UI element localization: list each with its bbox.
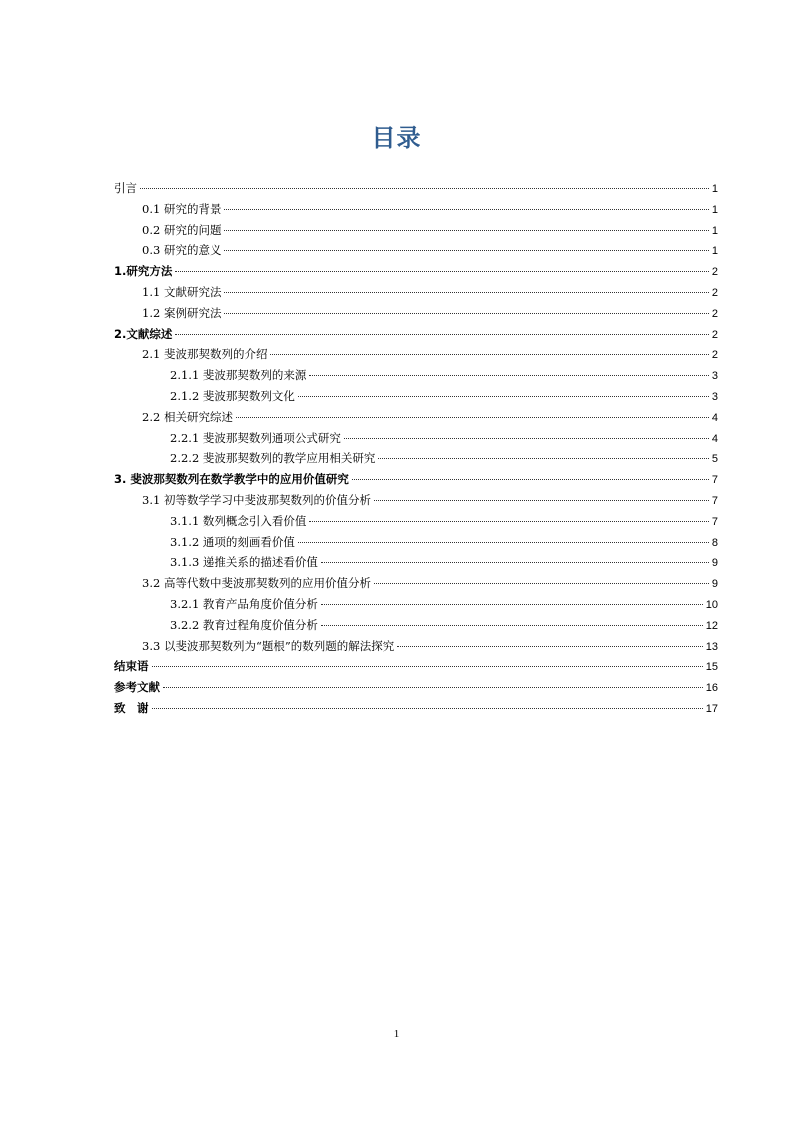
dot-leader [321,604,703,605]
toc-entry[interactable] [114,573,718,594]
toc-entry[interactable] [114,656,718,677]
toc-entry[interactable] [114,303,718,324]
dot-leader [378,458,708,459]
toc-entry[interactable] [114,240,718,261]
toc-entry-label: 2.1.1 斐波那契数列的来源 [170,368,307,383]
toc-entry-page: 9 [711,578,718,591]
toc-entry-label: 2.2.1 斐波那契数列通项公式研究 [170,430,341,445]
toc-entry-page: 3 [711,370,718,383]
toc-entry-label: 3.1.1 数列概念引入看价值 [170,513,307,528]
toc-entry-label: 0.2 研究的问题 [142,222,222,237]
dot-leader [224,209,708,210]
toc-entry[interactable] [114,261,718,282]
toc-entry-label: 结束语 [114,659,149,674]
dot-leader [298,396,709,397]
dot-leader [270,354,708,355]
toc-entry-page: 2 [711,349,718,362]
toc-entry-label: 1.2 案例研究法 [142,305,222,320]
dot-leader [175,271,709,272]
toc-entry[interactable] [114,428,718,449]
toc-entry[interactable] [114,344,718,365]
toc-entry-page: 4 [711,432,718,445]
dot-leader [344,438,709,439]
toc-entry[interactable] [114,552,718,573]
toc-entry[interactable] [114,636,718,657]
toc-entry-page: 2 [711,328,718,341]
toc-entry-page: 4 [711,411,718,424]
toc-entry[interactable] [114,594,718,615]
toc-entry-page: 5 [711,453,718,466]
toc-entry[interactable] [114,448,718,469]
dot-leader [224,313,708,314]
dot-leader [309,375,708,376]
toc-entry[interactable] [114,511,718,532]
toc-entry-label: 引言 [114,181,137,195]
toc-entry-page: 8 [711,536,718,549]
toc-entry[interactable] [114,407,718,428]
dot-leader [140,188,709,189]
toc-entry[interactable] [114,698,718,719]
dot-leader [152,666,703,667]
dot-leader [224,230,708,231]
toc-entry-label: 参考文献 [114,680,160,695]
toc-entry-page: 2 [711,286,718,299]
toc-entry[interactable] [114,178,718,199]
dot-leader [321,625,703,626]
page-number: 1 [393,1028,400,1040]
dot-leader [397,646,703,647]
toc-entry-page: 16 [705,682,718,695]
toc-entry-label: 3.2.2 教育过程角度价值分析 [170,617,318,632]
toc-entry-label: 3.2.1 教育产品角度价值分析 [170,596,318,611]
toc-entry-page: 2 [711,266,718,279]
toc-entry-page: 7 [711,515,718,528]
toc-entry-label: 3. 斐波那契数列在数学教学中的应用价值研究 [114,472,349,487]
toc-entry-label: 2.1 斐波那契数列的介绍 [142,347,268,362]
toc-entry-label: 3.1.3 递推关系的描述看价值 [170,555,318,570]
toc-entry-page: 7 [711,474,718,487]
toc-entry[interactable] [114,490,718,511]
toc-entry-page: 17 [705,702,718,715]
dot-leader [236,417,709,418]
dot-leader [374,583,709,584]
toc-entry-label: 2.2.2 斐波那契数列的教学应用相关研究 [170,451,376,466]
toc-entry-label: 3.2 高等代数中斐波那契数列的应用价值分析 [142,576,371,591]
toc-entry-page: 9 [711,557,718,570]
toc-entry-page: 7 [711,494,718,507]
dot-leader [175,334,709,335]
dot-leader [374,500,709,501]
toc-entry-page: 2 [711,307,718,320]
toc-entry-label: 3.3 以斐波那契数列为“题根”的数列题的解法探究 [142,638,395,653]
toc-entry-label: 3.1 初等数学学习中斐波那契数列的价值分析 [142,492,371,507]
toc-entry[interactable] [114,386,718,407]
toc-entry-label: 3.1.2 通项的刻画看价值 [170,534,295,549]
toc-entry-page: 15 [705,661,718,674]
toc-entry[interactable] [114,532,718,553]
dot-leader [224,292,708,293]
toc-entry[interactable] [114,677,718,698]
toc-entry-page: 1 [711,203,718,216]
toc-entry-label: 1.1 文献研究法 [142,284,222,299]
toc-entry-label: 0.3 研究的意义 [142,243,222,258]
document-title: 目录 [371,124,422,152]
dot-leader [309,521,708,522]
dot-leader [321,562,709,563]
dot-leader [298,542,709,543]
toc-entry[interactable] [114,324,718,345]
toc-entry-page: 3 [711,390,718,403]
dot-leader [152,708,703,709]
dot-leader [352,479,709,480]
toc-entry-label: 2.2 相关研究综述 [142,409,233,424]
toc-entry-page: 1 [711,183,718,195]
toc-entry-label: 2.1.2 斐波那契数列文化 [170,388,295,403]
toc-entry[interactable] [114,615,718,636]
dot-leader [163,687,703,688]
toc-entry-page: 1 [711,245,718,258]
toc-entry[interactable] [114,199,718,220]
dot-leader [224,250,708,251]
toc-entry-page: 13 [705,640,718,653]
toc-entry[interactable] [114,365,718,386]
toc-entry-label: 0.1 研究的背景 [142,201,222,216]
toc-entry[interactable] [114,220,718,241]
toc-entry-page: 1 [711,224,718,237]
toc-entry-label: 1.研究方法 [114,264,173,279]
toc-entry-label: 致 谢 [114,700,149,715]
toc-entry[interactable] [114,282,718,303]
toc-entry[interactable] [114,469,718,490]
table-of-contents [114,178,718,719]
toc-entry-label: 2.文献综述 [114,326,173,341]
toc-entry-page: 10 [705,598,718,611]
toc-entry-page: 12 [705,619,718,632]
